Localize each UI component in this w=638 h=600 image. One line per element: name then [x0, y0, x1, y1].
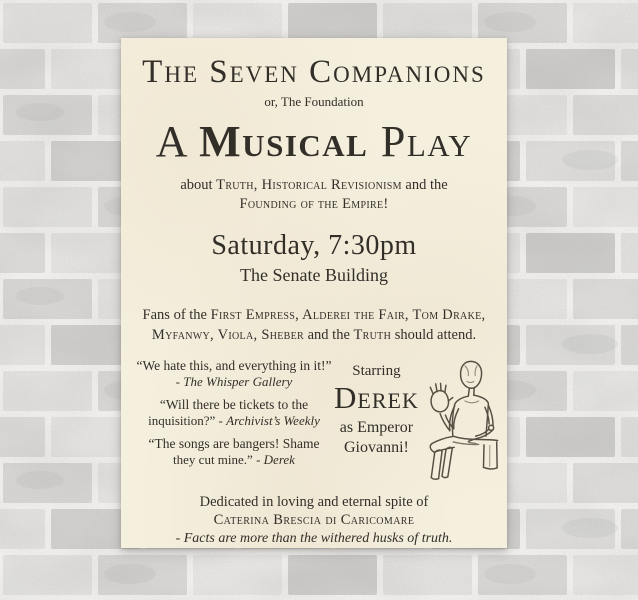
quote-text: “The songs are bangers! Shame — [148, 435, 320, 451]
quote-attribution: they cut mine.” - Derek — [173, 451, 295, 467]
about-line-1: about Truth, Historical Revisionism and the — [180, 177, 448, 194]
reviews-and-starring-row — [134, 358, 494, 481]
audience-line-2: Myfanwy, Viola, Sheber and the Truth should attend. — [151, 327, 477, 344]
review-quote — [134, 358, 334, 390]
show-title: The Seven Companions — [142, 54, 486, 90]
about-description — [134, 176, 494, 214]
starring-name: Derek — [334, 380, 419, 416]
quote-text: “Will there be tickets to the — [159, 396, 309, 412]
show-subtitle: or, The Foundation — [264, 93, 364, 109]
review-quotes — [134, 358, 334, 474]
audience-line-1: Fans of the First Empress, Alderei the Fair, Tom Drake, — [142, 307, 486, 324]
quote-attribution: inquisition?” - Archivist’s Weekly — [148, 413, 320, 429]
venue: The Senate Building — [240, 264, 388, 285]
poster — [121, 38, 507, 548]
dedication-name: Caterina Brescia di Caricomare — [213, 511, 415, 528]
review-quote — [134, 397, 334, 429]
audience-note — [134, 305, 494, 345]
quote-text: “We hate this, and everything in it!” — [136, 358, 332, 374]
starring-role-line-1: as Emperor — [339, 418, 414, 436]
starring-label: Starring — [352, 363, 401, 380]
starring-role-line-2: Giovanni! — [343, 439, 409, 457]
dedication — [134, 494, 494, 546]
play-type-title: A Musical Play — [155, 116, 473, 166]
review-quote — [134, 436, 334, 468]
starring-role — [334, 418, 419, 460]
mannequin-illustration — [419, 358, 507, 481]
dedication-motto: - Facts are more than the withered husks of truth. — [175, 530, 453, 546]
about-line-2: Founding of the Empire! — [239, 196, 389, 213]
showtime: Saturday, 7:30pm — [211, 230, 417, 262]
starring-block — [334, 358, 419, 459]
quote-attribution: - The Whisper Gallery — [175, 374, 293, 390]
dedication-line-1: Dedicated in loving and eternal spite of — [199, 494, 429, 511]
